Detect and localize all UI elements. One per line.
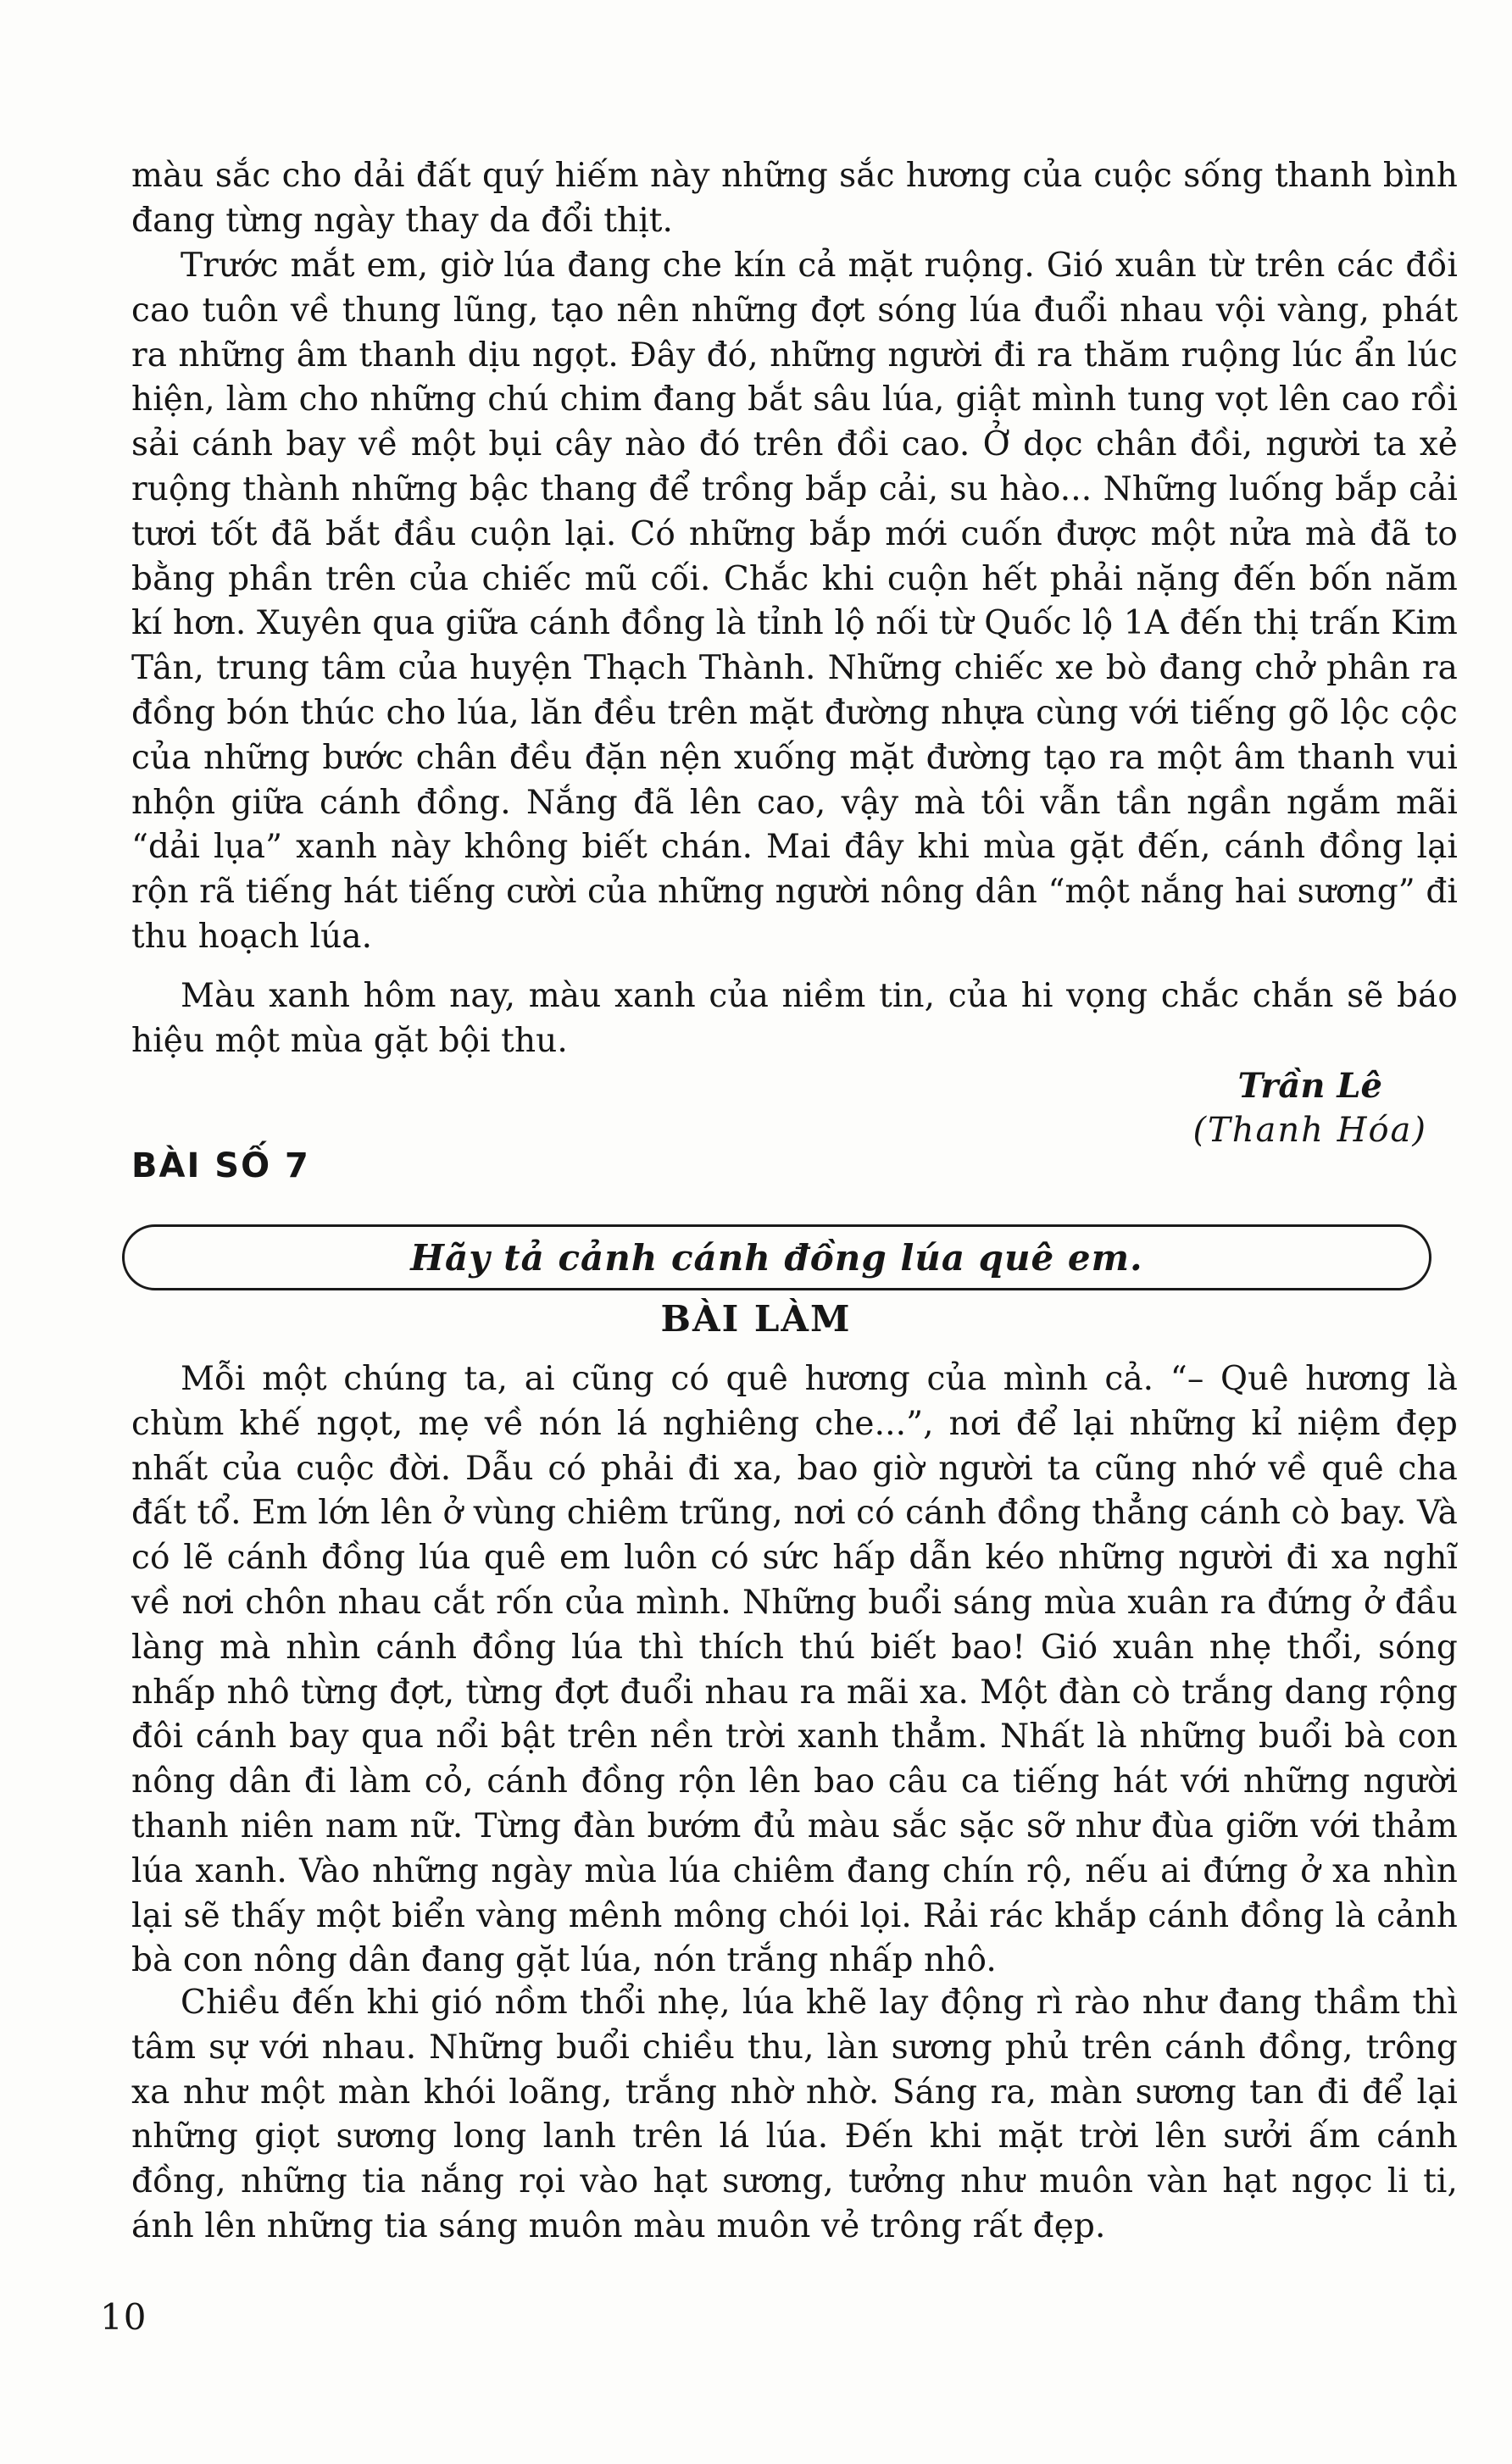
paragraph-rice-field-description: Trước mắt em, giờ lúa đang che kín cả mặt ruộng. Gió xuân từ trên các đồi cao tuôn về thung lũng, tạo nên những đợt sóng lúa đuổi nhau vội vàng, phát ra những âm thanh dịu ngọt. Đây đó, những người đi ra thăm ruộng lúc ẩn lúc hiện, làm cho những chú chim đang bắt sâu lúa, giật mình tung vọt lên cao rồi sải cánh bay về một bụi cây nào đó trên đồi cao. Ở dọc chân đồi, người ta xẻ ruộng thành những bậc thang để trồng bắp cải, su hào... Những luống bắp cải tươi tốt đã bắt đầu cuộn lại. Có những bắp mới cuốn được một nửa mà đã to bằng phần trên của chiếc mũ cối. Chắc khi cuộn hết phải nặng đến bốn năm kí hơn. Xuyên qua giữa cánh đồng là tỉnh lộ nối từ Quốc lộ 1A đến thị trấn Kim Tân, trung tâm của huyện Thạch Thành. Những chiếc xe bò đang chở phân ra đồng bón thúc cho lúa, lăn đều trên mặt đường nhựa cùng với tiếng gõ lộc cộc của những bước chân đều đặn nện xuống mặt đường tạo ra một âm thanh vui nhộn giữa cánh đồng. Nắng đã lên cao, vậy mà tôi vẫn tần ngần ngắm mãi “dải lụa” xanh này không biết chán. Mai đây khi mùa gặt đến, cánh đồng lại rộn rã tiếng hát tiếng cười của những người nông dân “một nắng hai sương” đi thu hoạch lúa. [131,247,1458,956]
paragraph-continuation: màu sắc cho dải đất quý hiếm này những sắc hương của cuộc sống thanh bình đang từng ngày thay da đổi thịt. [131,157,1458,240]
exercise-heading: BÀI SỐ 7 [131,1146,310,1185]
task-prompt: Hãy tả cảnh cánh đồng lúa quê em. [410,1236,1143,1279]
paragraph-answer-2: Chiều đến khi gió nồm thổi nhẹ, lúa khẽ lay động rì rào như đang thầm thì tâm sự với nhau. Những buổi chiều thu, làn sương phủ trên cánh đồng, trông xa như một màn khói loãng, trắng nhờ nhờ. Sáng ra, màn sương tan đi để lại những giọt sương long lanh trên lá lúa. Đến khi mặt trời lên sưởi ấm cánh đồng, những tia nắng rọi vào hạt sương, tưởng như muôn vàn hạt ngọc li ti, ánh lên những tia sáng muôn màu muôn vẻ trông rất đẹp. [131,1984,1458,2245]
author-location: (Thanh Hóa) [1192,1111,1427,1150]
author-name: Trần Lê [1237,1066,1382,1106]
paragraph-closing: Màu xanh hôm nay, màu xanh của niềm tin, của hi vọng chắc chắn sẽ báo hiệu một mùa gặt bội thu. [131,977,1458,1060]
author-signature [1192,1064,1427,1152]
paragraph-answer-1: Mỗi một chúng ta, ai cũng có quê hương của mình cả. “– Quê hương là chùm khế ngọt, mẹ về nón lá nghiêng che...”, nơi để lại những kỉ niệm đẹp nhất của cuộc đời. Dẫu có phải đi xa, bao giờ người ta cũng nhớ về quê cha đất tổ. Em lớn lên ở vùng chiêm trũng, nơi có cánh đồng thẳng cánh cò bay. Và có lẽ cánh đồng lúa quê em luôn có sức hấp dẫn kéo những người đi xa nghĩ về nơi chôn nhau cắt rốn của mình. Những buổi sáng mùa xuân ra đứng ở đầu làng mà nhìn cánh đồng lúa thì thích thú biết bao! Gió xuân nhẹ thổi, sóng nhấp nhô từng đợt, từng đợt đuổi nhau ra mãi xa. Một đàn cò trắng dang rộng đôi cánh bay qua nổi bật trên nền trời xanh thẳm. Nhất là những buổi bà con nông dân đi làm cỏ, cánh đồng rộn lên bao câu ca tiếng hát với những người thanh niên nam nữ. Từng đàn bướm đủ màu sắc sặc sỡ như đùa giỡn với thảm lúa xanh. Vào những ngày mùa lúa chiêm đang chín rộ, nếu ai đứng ở xa nhìn lại sẽ thấy một biển vàng mênh mông chói lọi. Rải rác khắp cánh đồng là cảnh bà con nông dân đang gặt lúa, nón trắng nhấp nhô. [131,1360,1458,1980]
page-number: 10 [100,2296,147,2338]
task-prompt-box [122,1224,1431,1290]
answer-title: BÀI LÀM [660,1298,852,1340]
